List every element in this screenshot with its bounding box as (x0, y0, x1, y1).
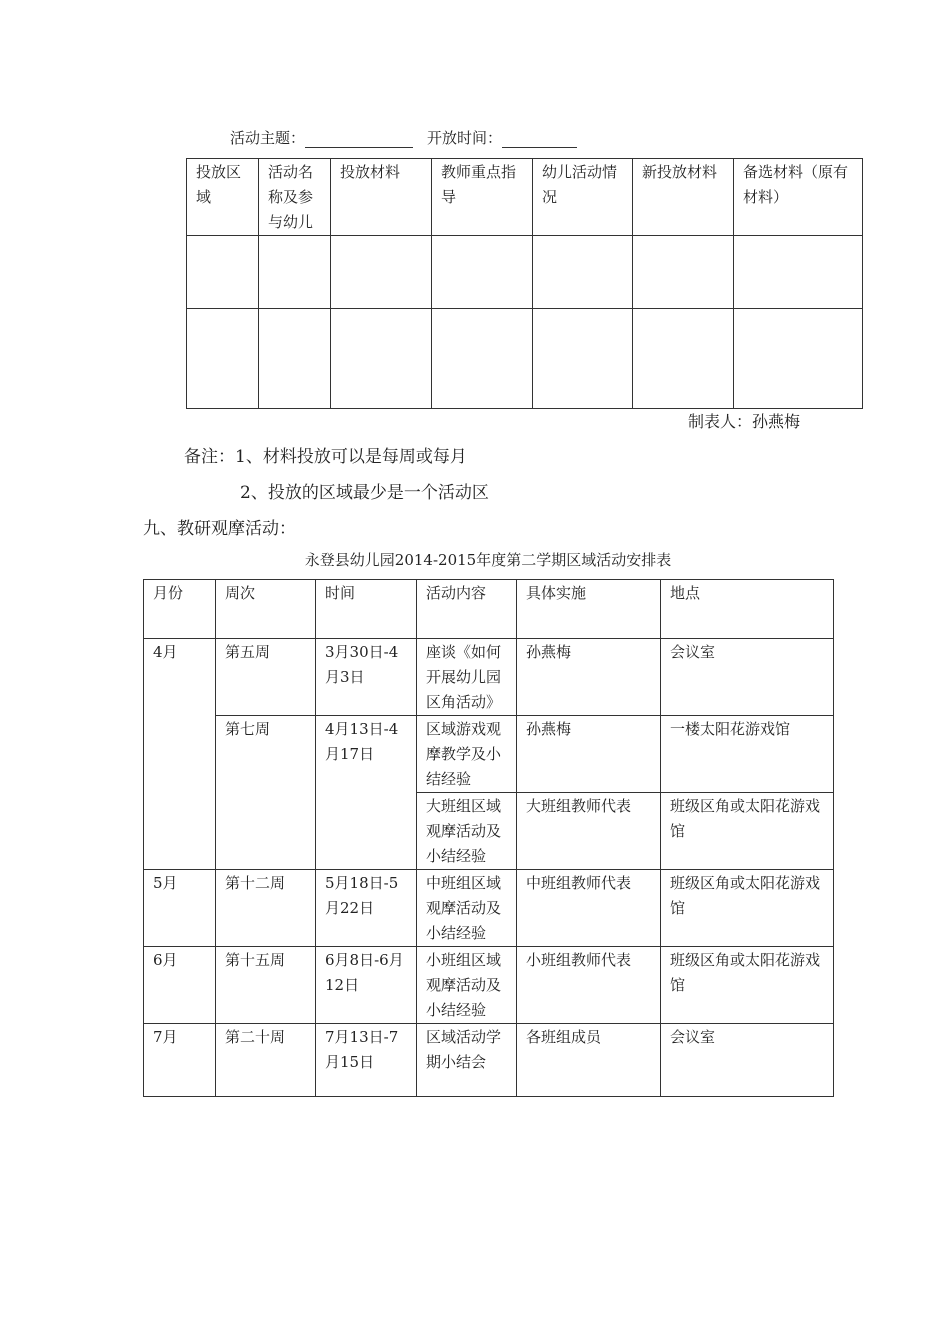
material-table (186, 158, 863, 409)
month-cell: 6月 (144, 947, 216, 1024)
theme-label: 活动主题： (230, 129, 306, 147)
location-cell: 一楼太阳花游戏馆 (661, 716, 834, 793)
month-cell: 7月 (144, 1024, 216, 1097)
time-cell: 3月30日-4月3日 (316, 639, 417, 716)
time-label: 开放时间： (427, 129, 503, 147)
time-cell: 6月8日-6月12日 (316, 947, 417, 1024)
table-header-row (187, 159, 863, 236)
activity-cell: 区域游戏观摩教学及小结经验 (417, 716, 517, 793)
week-cell: 第十二周 (216, 870, 316, 947)
location-cell: 会议室 (661, 639, 834, 716)
table-row (144, 716, 834, 793)
week-cell: 第二十周 (216, 1024, 316, 1097)
theme-blank[interactable] (305, 133, 413, 148)
header-cell: 月份 (144, 580, 216, 639)
table-header-row (144, 580, 834, 639)
note-line: 2、投放的区域最少是一个活动区 (240, 483, 489, 503)
header-cell: 活动名称及参与幼儿 (259, 159, 331, 236)
table-row (144, 870, 834, 947)
empty-cell[interactable] (533, 236, 633, 309)
section-title: 九、教研观摩活动： (143, 519, 296, 539)
empty-cell[interactable] (734, 309, 863, 409)
header-cell: 周次 (216, 580, 316, 639)
header-cell: 投放区域 (187, 159, 259, 236)
header-cell: 备选材料（原有材料） (734, 159, 863, 236)
month-cell: 5月 (144, 870, 216, 947)
empty-cell[interactable] (533, 309, 633, 409)
executor-cell: 孙燕梅 (517, 639, 661, 716)
location-cell: 班级区角或太阳花游戏馆 (661, 947, 834, 1024)
table-row (144, 639, 834, 716)
empty-cell[interactable] (259, 309, 331, 409)
schedule-table (143, 579, 834, 1097)
header-cell: 活动内容 (417, 580, 517, 639)
note-line: 备注：1、材料投放可以是每周或每月 (184, 447, 467, 467)
week-cell: 第十五周 (216, 947, 316, 1024)
activity-cell: 座谈《如何开展幼儿园区角活动》 (417, 639, 517, 716)
time-blank[interactable] (502, 133, 577, 148)
header-cell: 时间 (316, 580, 417, 639)
location-cell: 会议室 (661, 1024, 834, 1097)
activity-cell: 区域活动学期小结会 (417, 1024, 517, 1097)
executor-cell: 孙燕梅 (517, 716, 661, 793)
table-row (144, 947, 834, 1024)
empty-cell[interactable] (187, 236, 259, 309)
empty-cell[interactable] (633, 236, 734, 309)
table-maker: 制表人：孙燕梅 (688, 412, 801, 431)
header-cell: 新投放材料 (633, 159, 734, 236)
executor-cell: 各班组成员 (517, 1024, 661, 1097)
time-cell: 5月18日-5月22日 (316, 870, 417, 947)
location-cell: 班级区角或太阳花游戏馆 (661, 870, 834, 947)
empty-cell[interactable] (331, 236, 432, 309)
executor-cell: 大班组教师代表 (517, 793, 661, 870)
empty-cell[interactable] (259, 236, 331, 309)
header-cell: 地点 (661, 580, 834, 639)
empty-cell[interactable] (331, 309, 432, 409)
executor-cell: 中班组教师代表 (517, 870, 661, 947)
form-header (230, 127, 577, 148)
header-cell: 幼儿活动情况 (533, 159, 633, 236)
time-cell: 4月13日-4月17日 (316, 716, 417, 870)
empty-cell[interactable] (432, 309, 533, 409)
header-cell: 教师重点指导 (432, 159, 533, 236)
table-caption: 永登县幼儿园2014-2015年度第二学期区域活动安排表 (304, 551, 672, 569)
empty-cell[interactable] (633, 309, 734, 409)
activity-cell: 大班组区域观摩活动及小结经验 (417, 793, 517, 870)
header-cell: 具体实施 (517, 580, 661, 639)
empty-cell[interactable] (734, 236, 863, 309)
executor-cell: 小班组教师代表 (517, 947, 661, 1024)
activity-cell: 小班组区域观摩活动及小结经验 (417, 947, 517, 1024)
activity-cell: 中班组区域观摩活动及小结经验 (417, 870, 517, 947)
week-cell: 第七周 (216, 716, 316, 870)
location-cell: 班级区角或太阳花游戏馆 (661, 793, 834, 870)
week-cell: 第五周 (216, 639, 316, 716)
table-row (187, 236, 863, 309)
table-row (187, 309, 863, 409)
time-cell: 7月13日-7月15日 (316, 1024, 417, 1097)
header-cell: 投放材料 (331, 159, 432, 236)
empty-cell[interactable] (432, 236, 533, 309)
empty-cell[interactable] (187, 309, 259, 409)
month-cell: 4月 (144, 639, 216, 870)
table-row (144, 1024, 834, 1097)
